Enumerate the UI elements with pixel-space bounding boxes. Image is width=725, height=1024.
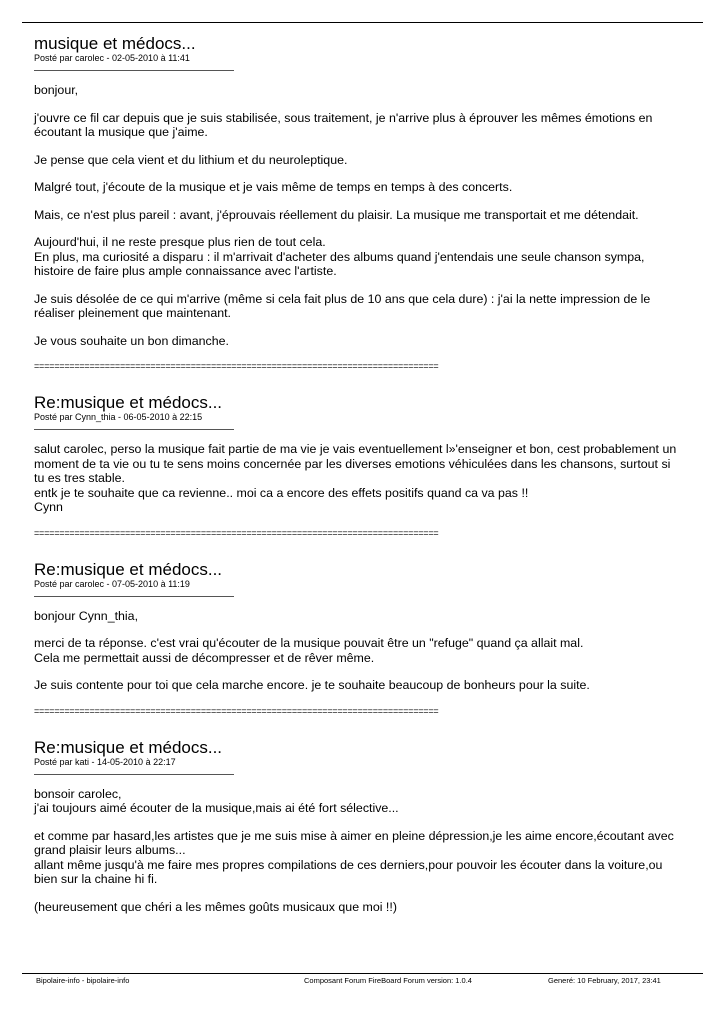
post-meta: Posté par carolec - 07-05-2010 à 11:19 [34,578,190,589]
post-title: Re:musique et médocs... [34,559,223,579]
post-paragraph: merci de ta réponse. c'est vrai qu'écouter de la musique pouvait être un "refuge" quand ça allait mal. Cela me permettait aussi de décompresser et de rêver même. [34,636,584,665]
meta-rule [34,774,234,775]
post-separator: ================================================================================ [34,527,439,538]
footer-rule [22,973,703,974]
post-paragraph: Je suis contente pour toi que cela marche encore. je te souhaite beaucoup de bonheurs pour la suite. [34,678,590,692]
post-meta: Posté par carolec - 02-05-2010 à 11:41 [34,53,190,63]
post-paragraph: j'ouvre ce fil car depuis que je suis stabilisée, sous traitement, je n'arrive plus à éprouver les mêmes émotions en écoutant la musique que j'aime. [34,110,653,139]
post [34,34,684,371]
post [34,393,684,538]
post-body [34,787,684,915]
post-body [34,609,684,693]
post-paragraph: Malgré tout, j'écoute de la musique et je vais même de temps en temps à des concerts. [34,180,513,194]
meta-rule [34,429,234,430]
post-paragraph: Je vous souhaite un bon dimanche. [34,333,229,348]
post-title: Re:musique et médocs... [34,737,223,757]
post-meta: Posté par Cynn_thia - 06-05-2010 à 22:15 [34,412,203,422]
post-paragraph: (heureusement que chéri a les mêmes goûts musicaux que moi !!) [34,899,397,914]
post-meta: Posté par kati - 14-05-2010 à 22:17 [34,756,176,767]
footer-component: Composant Forum FireBoard Forum version: 1.0.4 [304,976,472,985]
post-title: musique et médocs... [34,34,196,53]
post-title: Re:musique et médocs... [34,393,223,412]
post-paragraph: bonjour Cynn_thia, [34,608,139,623]
post-body [34,442,684,515]
post-paragraph: Je pense que cela vient et du lithium et du neuroleptique. [34,152,348,167]
post-paragraph: Mais, ce n'est plus pareil : avant, j'éprouvais réellement du plaisir. La musique me transportait et me détendait. [34,207,639,222]
post-separator: ================================================================================ [34,361,439,371]
meta-rule [34,596,234,597]
post-paragraph: Aujourd'hui, il ne reste presque plus rien de tout cela. En plus, ma curiosité a disparu : il m'arrivait d'acheter des albums quand j'entendais une seule chanson sympa, histoire de faire plus ample connaissance avec l'artiste. [34,235,645,278]
post-paragraph: bonsoir carolec, j'ai toujours aimé écouter de la musique,mais ai été fort sélective... [34,786,399,815]
post-body [34,83,684,348]
top-rule [22,22,703,23]
forum-thread [34,34,684,927]
footer-site: Bipolaire-info - bipolaire-info [36,976,130,985]
meta-rule [34,70,234,71]
post-paragraph: salut carolec, perso la musique fait partie de ma vie je vais eventuellement l»'enseigner et bon, cest probablement un moment de ta vie ou tu te sens moins concernée par les diverses emotions véhiculées dans les chansons, surtout si tu es tres stable. entk je te souhaite que ca revienne.. moi ca a encore des effets positifs quand ca va pas !! Cynn [34,442,677,514]
post-separator: ================================================================================ [34,705,439,716]
post [34,560,684,716]
post-paragraph: bonjour, [34,83,79,97]
footer-generated: Generé: 10 February, 2017, 23:41 [548,976,661,985]
post-paragraph: et comme par hasard,les artistes que je me suis mise à aimer en pleine dépression,je les aime encore,écoutant avec grand plaisir leurs albums... allant même jusqu'à me faire mes propres compilations de ces derniers,pour pouvoir les écouter dans la voiture,ou bien sur la chaine hi fi. [34,828,674,886]
post-paragraph: Je suis désolée de ce qui m'arrive (même si cela fait plus de 10 ans que cela dure) : j'ai la nette impression de le réaliser pleinement que maintenant. [34,291,651,320]
post [34,738,684,915]
